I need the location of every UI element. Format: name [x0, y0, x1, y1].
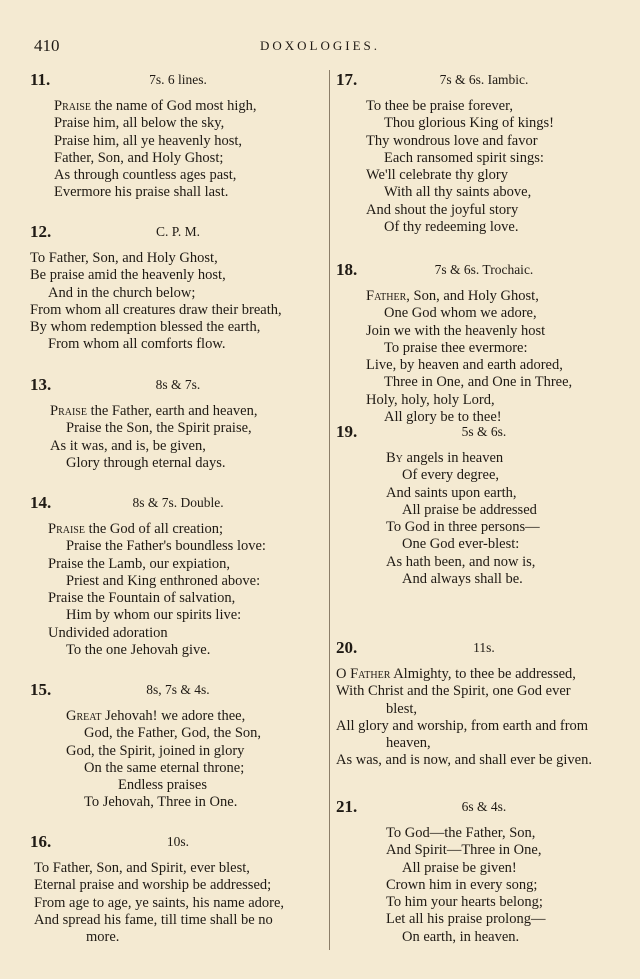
verse-line: With Christ and the Spirit, one God ever: [336, 683, 571, 700]
meter-label: 7s & 6s. Iambic.: [439, 72, 529, 87]
verse-line: Great Jehovah! we adore thee,: [66, 708, 246, 724]
verse-line: We'll celebrate thy glory: [366, 167, 508, 184]
meter-label: 8s & 7s.: [155, 377, 201, 392]
doxology-heading: [30, 832, 326, 854]
verse-line: Praise the name of God most high,: [54, 98, 257, 114]
verse-line: God, the Father, God, the Son,: [84, 725, 262, 742]
verse: [30, 250, 326, 354]
doxology-heading: [30, 493, 326, 515]
doxology: [336, 638, 632, 770]
doxology-number: 13.: [30, 375, 52, 394]
verse-line: To Jehovah, Three in One.: [84, 794, 238, 811]
verse-line: And always shall be.: [402, 571, 523, 588]
page-number: 410: [34, 36, 60, 55]
verse-line: To him your hearts belong;: [386, 894, 543, 911]
verse-line: Three in One, and One in Three,: [384, 374, 573, 391]
verse-line: Thy wondrous love and favor: [366, 132, 538, 149]
verse-line: Undivided adoration: [48, 624, 168, 641]
verse-line: O Father Almighty, to thee be addressed,: [336, 666, 576, 682]
doxology-number: 17.: [336, 70, 358, 89]
doxology: [30, 375, 326, 472]
verse-line: To Father, Son, and Holy Ghost,: [30, 250, 218, 266]
verse-line: One God whom we adore,: [384, 305, 537, 322]
verse-line: Praise the Father's boundless love:: [66, 538, 266, 555]
verse-line: And spread his fame, till time shall be no: [34, 911, 273, 928]
verse: [30, 708, 326, 812]
verse-line: And in the church below;: [48, 284, 196, 301]
verse-line: more.: [86, 929, 120, 946]
verse-line: Father, Son, and Holy Ghost;: [54, 149, 224, 166]
verse-line: With all thy saints above,: [384, 184, 532, 201]
running-title: DOXOLOGIES.: [259, 38, 381, 53]
verse: [336, 825, 632, 946]
verse-line: Be praise amid the heavenly host,: [30, 267, 226, 284]
doxology-number: 18.: [336, 260, 358, 279]
verse-line: All glory and worship, from earth and from: [336, 717, 589, 734]
verse-line: heaven,: [386, 735, 431, 752]
verse: [30, 403, 326, 472]
doxology-number: 20.: [336, 638, 358, 657]
doxology-heading: [336, 260, 632, 282]
meter-label: 8s & 7s. Double.: [132, 495, 224, 510]
doxology: [336, 422, 632, 588]
verse-line: Join we with the heavenly host: [366, 322, 546, 339]
doxology-heading: [30, 70, 326, 92]
verse-line: Of every degree,: [402, 467, 500, 484]
verse: [30, 521, 326, 659]
verse-line: On earth, in heaven.: [402, 928, 520, 945]
verse-line: To praise thee evermore:: [384, 339, 528, 356]
verse-line: To God in three persons—: [386, 519, 540, 536]
verse-line: Praise him, all below the sky,: [54, 115, 225, 132]
verse: [336, 666, 632, 770]
verse-line: Thou glorious King of kings!: [384, 115, 554, 132]
verse-line: On the same eternal throne;: [84, 759, 245, 776]
verse-line: As was, and is now, and shall ever be given.: [336, 752, 592, 769]
doxology-number: 19.: [336, 422, 358, 441]
doxology-heading: [336, 70, 632, 92]
verse: [30, 98, 326, 202]
verse-line: Of thy redeeming love.: [384, 219, 519, 236]
doxology-heading: [336, 638, 632, 660]
verse-line: All praise be addressed: [402, 501, 537, 518]
verse-line: And Spirit—Three in One,: [386, 842, 542, 859]
doxology-number: 21.: [336, 797, 358, 816]
doxology: [336, 70, 632, 236]
verse-line: Glory through eternal days.: [66, 454, 226, 471]
verse-line: By whom redemption blessed the earth,: [30, 319, 261, 336]
verse-line: To God—the Father, Son,: [386, 825, 536, 841]
verse: [336, 288, 632, 426]
verse-line: To Father, Son, and Spirit, ever blest,: [34, 860, 250, 876]
verse-line: Father, Son, and Holy Ghost,: [366, 288, 539, 304]
verse-line: And saints upon earth,: [386, 484, 517, 501]
doxology: [30, 493, 326, 659]
meter-label: 7s. 6 lines.: [149, 72, 207, 87]
verse-line: To thee be praise forever,: [366, 98, 513, 114]
meter-label: C. P. M.: [156, 224, 200, 239]
verse-line: Crown him in every song;: [386, 876, 538, 893]
verse-line: Let all his praise prolong—: [386, 911, 546, 928]
verse-line: Evermore his praise shall last.: [54, 184, 229, 201]
doxology-heading: [336, 422, 632, 444]
meter-label: 5s & 6s.: [461, 424, 507, 439]
verse-line: As hath been, and now is,: [386, 553, 536, 570]
verse-line: Each ransomed spirit sings:: [384, 149, 544, 166]
verse-line: Eternal praise and worship be addressed;: [34, 877, 272, 894]
verse-line: Him by whom our spirits live:: [66, 607, 242, 624]
verse-line: blest,: [386, 700, 418, 717]
doxology-number: 14.: [30, 493, 52, 512]
verse-line: From age to age, ye saints, his name adore,: [34, 894, 285, 911]
verse-line: Priest and King enthroned above:: [66, 572, 261, 589]
meter-label: 6s & 4s.: [461, 799, 507, 814]
verse-line: Praise the Fountain of salvation,: [48, 590, 236, 607]
doxology: [30, 832, 326, 946]
verse-line: From whom all creatures draw their breath,: [30, 301, 282, 318]
doxology-heading: [336, 797, 632, 819]
doxology: [30, 70, 326, 202]
doxology: [30, 680, 326, 812]
verse: [30, 860, 326, 946]
verse-line: As through countless ages past,: [54, 167, 237, 184]
verse-line: Praise the Father, earth and heaven,: [50, 403, 258, 419]
doxology-number: 12.: [30, 222, 52, 241]
meter-label: 11s.: [473, 640, 495, 655]
meter-label: 10s.: [166, 834, 190, 849]
verse-line: And shout the joyful story: [366, 201, 519, 218]
verse-line: To the one Jehovah give.: [66, 642, 211, 659]
doxology-heading: [30, 222, 326, 244]
verse-line: Praise the Son, the Spirit praise,: [66, 420, 252, 437]
doxology-number: 11.: [30, 70, 51, 89]
doxology: [336, 260, 632, 426]
column-divider: [329, 70, 330, 950]
verse-line: From whom all comforts flow.: [48, 336, 226, 353]
verse-line: Live, by heaven and earth adored,: [366, 357, 563, 374]
verse-line: As it was, and is, be given,: [50, 437, 206, 454]
doxology-number: 16.: [30, 832, 52, 851]
verse-line: God, the Spirit, joined in glory: [66, 742, 245, 759]
verse: [336, 98, 632, 236]
verse: [336, 450, 632, 588]
doxology-number: 15.: [30, 680, 52, 699]
verse-line: Praise the Lamb, our expiation,: [48, 555, 231, 572]
doxology-heading: [30, 680, 326, 702]
page-header: [0, 36, 640, 58]
verse-line: All glory be to thee!: [384, 409, 502, 426]
verse-line: Praise the God of all creation;: [48, 521, 224, 537]
verse-line: Praise him, all ye heavenly host,: [54, 132, 243, 149]
doxology: [336, 797, 632, 946]
verse-line: All praise be given!: [402, 859, 517, 876]
verse-line: One God ever-blest:: [402, 536, 520, 553]
verse-line: Endless praises: [118, 777, 207, 794]
verse-line: Holy, holy, holy Lord,: [366, 391, 495, 408]
meter-label: 7s & 6s. Trochaic.: [434, 262, 534, 277]
doxology-heading: [30, 375, 326, 397]
doxology: [30, 222, 326, 354]
meter-label: 8s, 7s & 4s.: [146, 682, 210, 697]
verse-line: By angels in heaven: [386, 450, 504, 466]
